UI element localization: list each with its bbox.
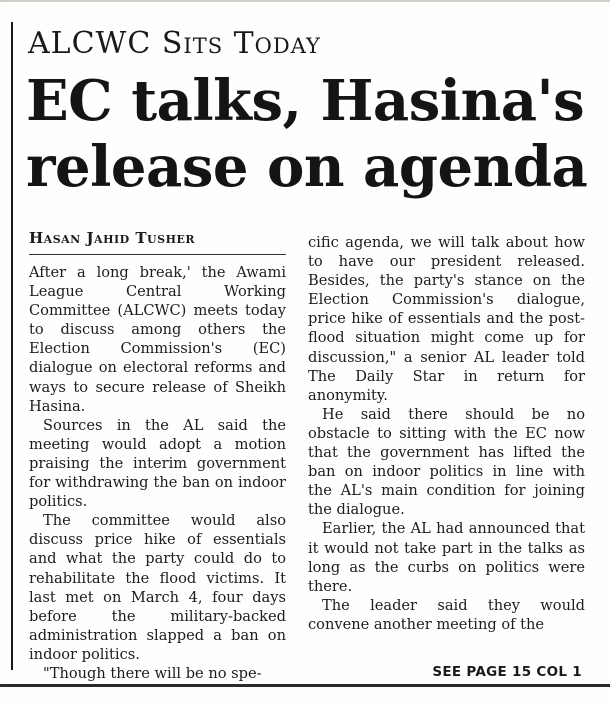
body-column-left [29, 263, 286, 683]
paragraph: Earlier, the AL had announced that it would not take part in the talks as long as the curbs on politics were there. [308, 520, 585, 595]
headline [26, 68, 596, 200]
paragraph: "Though there will be no spe- [43, 664, 262, 682]
paragraph: Sources in the AL said the meeting would adopt a motion praising the interim government for withdrawing the ban on indoor politics. [29, 416, 286, 511]
paragraph: cific agenda, we will talk about how to have our president released. Besides, the party's stance on the Election Commission's dialogue, price hike of essentials and the post-flood situation might come up for discussion," a senior AL leader told The Daily Star in return for anonymity. [308, 234, 585, 404]
continuation-jump: SEE PAGE 15 COL 1 [432, 664, 582, 680]
top-edge [0, 0, 610, 2]
paragraph: He said there should be no obstacle to sitting with the EC now that the government has lifted the ban on indoor politics in line with the AL's main condition for joining the dialogue. [308, 405, 585, 519]
paragraph: The leader said they would convene another meeting of the [308, 596, 585, 633]
paragraph: The committee would also discuss price hike of essentials and what the party could do to rehabilitate the flood victims. It last met on March 4, four days before the military-backed administration slapped a ban on indoor politics. [29, 512, 286, 663]
headline-line-1: EC talks, Hasina's [26, 68, 585, 134]
body-column-right [308, 233, 585, 634]
byline: Hasan Jahid Tusher [29, 229, 196, 247]
left-column-rule [11, 22, 13, 670]
kicker: ALCWC Sits Today [28, 26, 321, 61]
byline-rule [29, 254, 286, 255]
bottom-rule [0, 684, 610, 687]
paragraph: After a long break,' the Awami League Central Working Committee (ALCWC) meets today to discuss among others the Election Commission's (EC) dialogue on electoral reforms and ways to secure release of Sheikh Hasina. [29, 264, 286, 415]
headline-line-2: release on agenda [26, 134, 588, 200]
